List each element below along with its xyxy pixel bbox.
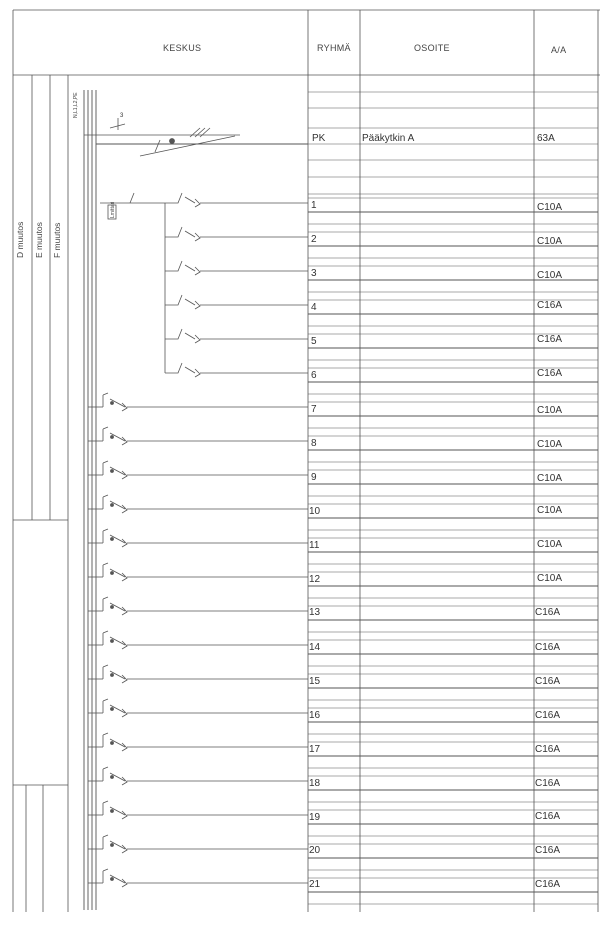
pk-slash-3 [200, 128, 210, 137]
group-18: 18 [309, 778, 321, 789]
sw-x-1 [195, 199, 200, 207]
breaker-dot-12 [111, 572, 114, 575]
breaker-blade-7 [103, 393, 108, 395]
breaker-dot-18 [111, 776, 114, 779]
rating-20: C16A [535, 845, 561, 856]
breaker-blade-12 [103, 563, 108, 565]
sw-5 [165, 329, 182, 339]
breaker-dot-10 [111, 504, 114, 507]
rating-15: C16A [535, 676, 561, 687]
breaker-dot-9 [111, 470, 114, 473]
sw-2 [165, 227, 182, 237]
breaker-blade-8 [103, 427, 108, 429]
group-8: 8 [311, 438, 317, 449]
breaker-blade-15 [103, 665, 108, 667]
sw-x-5 [195, 335, 200, 343]
rating-5: C16A [537, 334, 563, 345]
rating-6: C16A [537, 368, 563, 379]
breaker-blade-19 [103, 801, 108, 803]
group-11: 11 [309, 540, 320, 551]
meter-label: Lmittari [110, 201, 116, 218]
group-7: 7 [311, 404, 317, 415]
sw-arm-4 [185, 299, 195, 305]
breaker-dot-16 [111, 708, 114, 711]
group-2: 2 [311, 234, 317, 245]
group-6: 6 [311, 370, 317, 381]
rating-4: C16A [537, 300, 563, 311]
rating-13: C16A [535, 607, 561, 618]
rating-12: C10A [537, 573, 563, 584]
rating-1: C10A [537, 202, 563, 213]
sw-x-2 [195, 233, 200, 241]
pk-slash-1 [190, 128, 200, 137]
pk-switch-blade [110, 124, 125, 128]
revision-d: D muutos [15, 221, 25, 258]
group-16: 16 [309, 710, 321, 721]
breaker-dot-17 [111, 742, 114, 745]
rating-14: C16A [535, 642, 561, 653]
rating-17: C16A [535, 744, 561, 755]
rating-2: C10A [537, 236, 563, 247]
revision-e: E muutos [34, 222, 44, 258]
rating-3: C10A [537, 270, 563, 281]
main-switch-annotation: 3 [120, 113, 124, 119]
rating-11: C10A [537, 539, 563, 550]
group-12: 12 [309, 574, 321, 585]
breaker-blade-13 [103, 597, 108, 599]
group-19: 19 [309, 812, 321, 823]
revision-f: F muutos [52, 222, 62, 258]
breaker-blade-20 [103, 835, 108, 837]
breaker-blade-16 [103, 699, 108, 701]
rating-10: C10A [537, 505, 563, 516]
group-13: 13 [309, 607, 321, 618]
sw-arm-1 [185, 197, 195, 203]
breaker-blade-11 [103, 529, 108, 531]
breaker-blade-21 [103, 869, 108, 871]
sub-isolator [130, 193, 134, 203]
group-4: 4 [311, 302, 317, 313]
group-pk: PK [312, 133, 326, 144]
breaker-blade-17 [103, 733, 108, 735]
group-5: 5 [311, 336, 317, 347]
breaker-dot-15 [111, 674, 114, 677]
sw-arm-5 [185, 333, 195, 339]
group-20: 20 [309, 845, 321, 856]
rating-7: C10A [537, 405, 563, 416]
group-15: 15 [309, 676, 321, 687]
sw-arm-2 [185, 231, 195, 237]
breaker-dot-11 [111, 538, 114, 541]
sw-3 [165, 261, 182, 271]
pk-slash-2 [195, 128, 205, 137]
sw-6 [165, 363, 182, 373]
bus-label: N,L1,L2,PE [73, 92, 79, 118]
header-osoite: OSOITE [414, 43, 450, 53]
group-14: 14 [309, 642, 321, 653]
breaker-dot-20 [111, 844, 114, 847]
rating-pk: 63A [537, 133, 555, 144]
breaker-blade-9 [103, 461, 108, 463]
group-17: 17 [309, 744, 321, 755]
header-ryhma: RYHMÄ [317, 43, 351, 53]
group-10: 10 [309, 506, 321, 517]
sw-x-6 [195, 369, 200, 377]
group-3: 3 [311, 268, 317, 279]
sw-arm-6 [185, 367, 195, 373]
group-1: 1 [311, 200, 317, 211]
breaker-blade-10 [103, 495, 108, 497]
rating-9: C10A [537, 473, 563, 484]
group-9: 9 [311, 472, 317, 483]
pk-node [170, 139, 175, 144]
breaker-dot-19 [111, 810, 114, 813]
sw-arm-3 [185, 265, 195, 271]
header-aa: A/A [551, 45, 567, 55]
address-pk: Pääkytkin A [362, 133, 415, 144]
rating-8: C10A [537, 439, 563, 450]
breaker-dot-8 [111, 436, 114, 439]
pk-link [155, 140, 160, 152]
rating-18: C16A [535, 778, 561, 789]
rating-16: C16A [535, 710, 561, 721]
pk-angled [140, 136, 235, 156]
rating-19: C16A [535, 811, 561, 822]
breaker-blade-14 [103, 631, 108, 633]
group-21: 21 [309, 879, 321, 890]
breaker-dot-14 [111, 640, 114, 643]
sw-1 [165, 193, 182, 203]
sw-x-3 [195, 267, 200, 275]
breaker-dot-7 [111, 402, 114, 405]
sw-x-4 [195, 301, 200, 309]
breaker-dot-21 [111, 878, 114, 881]
header-keskus: KESKUS [163, 43, 202, 53]
sw-4 [165, 295, 182, 305]
rating-21: C16A [535, 879, 561, 890]
breaker-blade-18 [103, 767, 108, 769]
breaker-dot-13 [111, 606, 114, 609]
